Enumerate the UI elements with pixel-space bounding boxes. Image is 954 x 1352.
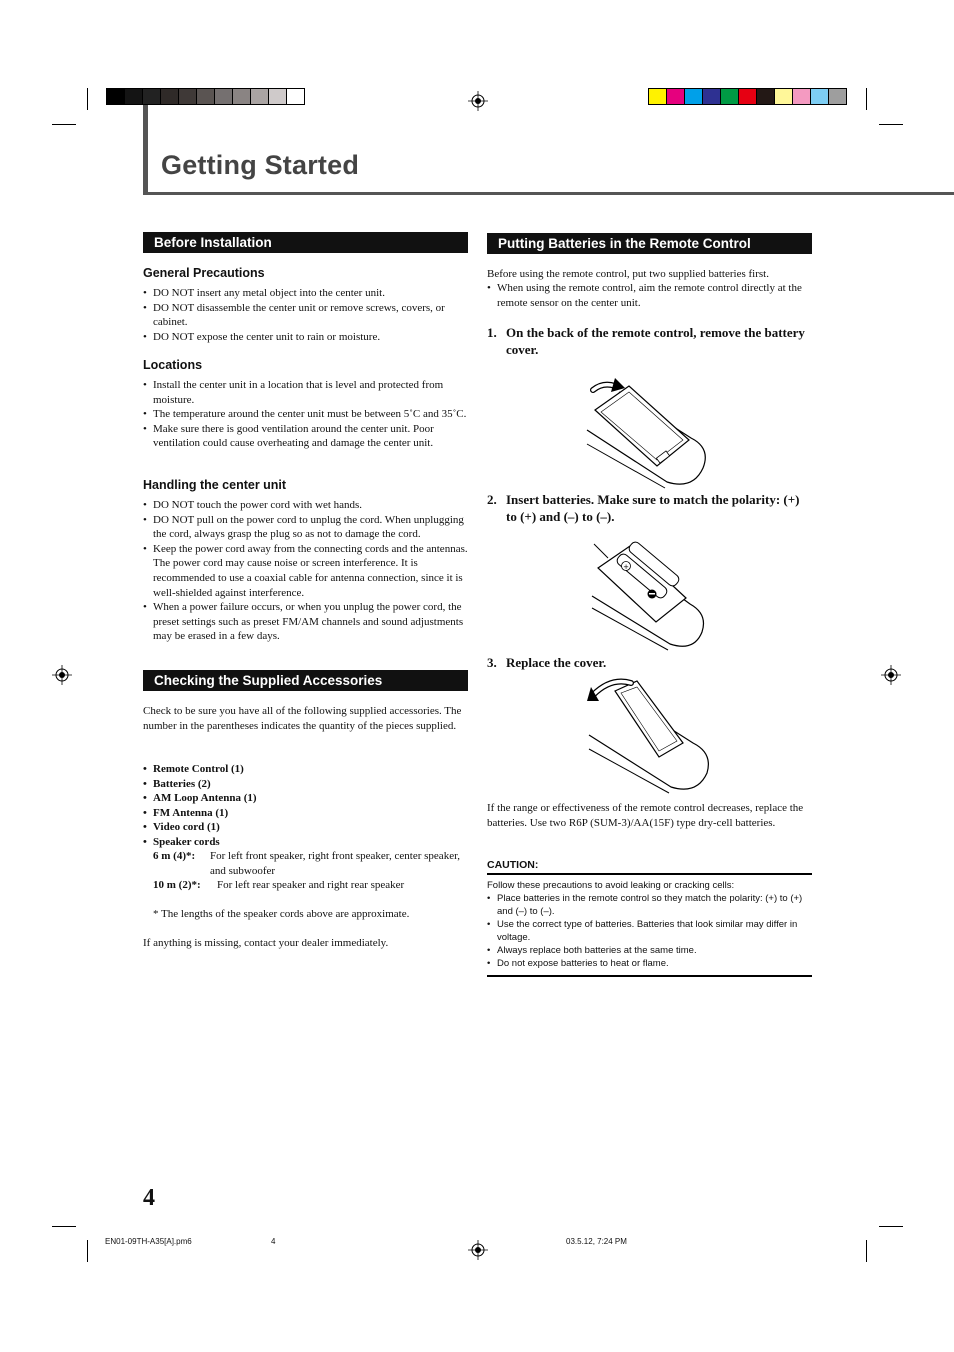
remote-remove-cover-illustration bbox=[585, 370, 710, 490]
missing-note: If anything is missing, contact your dealer immediately. bbox=[143, 937, 389, 949]
locations-heading: Locations bbox=[143, 358, 203, 372]
crop-mark bbox=[866, 1240, 867, 1262]
list-item: • DO NOT expose the center unit to rain or moisture. bbox=[143, 330, 468, 345]
locations-list bbox=[143, 378, 468, 451]
color-swatch bbox=[106, 88, 125, 105]
step-number: 3. bbox=[487, 655, 497, 670]
color-swatch bbox=[702, 88, 721, 105]
list-item: • When using the remote control, aim the remote control directly at the remote sensor on the center unit. bbox=[487, 281, 812, 310]
crop-mark bbox=[52, 1226, 76, 1227]
cord-10m-label: 10 m (2)*: bbox=[153, 879, 201, 891]
step-text: On the back of the remote control, remove the battery cover. bbox=[506, 325, 805, 357]
footnote: * The lengths of the speaker cords above are approximate. bbox=[153, 908, 410, 920]
color-swatch bbox=[178, 88, 197, 105]
crop-mark bbox=[87, 88, 88, 110]
color-swatch bbox=[666, 88, 685, 105]
title-rule bbox=[143, 192, 954, 195]
list-item: • Make sure there is good ventilation around the center unit. Poor ventilation could cause overheating and damage the center unit. bbox=[143, 422, 468, 451]
color-swatch bbox=[232, 88, 251, 105]
list-item: • AM Loop Antenna (1) bbox=[143, 791, 468, 806]
caution-box bbox=[487, 858, 812, 977]
list-item: • FM Antenna (1) bbox=[143, 806, 468, 821]
color-swatch bbox=[828, 88, 847, 105]
remote-insert-batteries-illustration bbox=[590, 536, 705, 651]
color-swatch bbox=[286, 88, 305, 105]
color-swatch bbox=[684, 88, 703, 105]
page-number: 4 bbox=[143, 1185, 155, 1211]
crop-mark bbox=[866, 88, 867, 110]
step-2 bbox=[487, 491, 812, 525]
step-text: Replace the cover. bbox=[506, 655, 607, 670]
title-bracket bbox=[143, 105, 148, 195]
step-3 bbox=[487, 654, 812, 671]
batteries-intro-list bbox=[487, 281, 812, 310]
list-item: • Video cord (1) bbox=[143, 820, 468, 835]
general-precautions-heading: General Precautions bbox=[143, 266, 265, 280]
registration-mark-icon bbox=[468, 1240, 488, 1260]
color-swatch bbox=[648, 88, 667, 105]
color-swatch bbox=[214, 88, 233, 105]
color-swatch bbox=[774, 88, 793, 105]
list-item: • Always replace both batteries at the same time. bbox=[487, 944, 812, 957]
color-swatch bbox=[196, 88, 215, 105]
caution-heading: CAUTION: bbox=[487, 859, 539, 871]
remote-replace-cover-illustration bbox=[587, 673, 715, 798]
color-swatch bbox=[124, 88, 143, 105]
color-swatch bbox=[810, 88, 829, 105]
svg-text:+: + bbox=[623, 563, 629, 571]
before-installation-heading: Before Installation bbox=[143, 232, 468, 253]
color-swatch bbox=[268, 88, 287, 105]
crop-mark bbox=[879, 124, 903, 125]
color-swatch bbox=[792, 88, 811, 105]
footer-page: 4 bbox=[271, 1237, 276, 1246]
list-item: • Remote Control (1) bbox=[143, 762, 468, 777]
color-swatch bbox=[756, 88, 775, 105]
caution-list bbox=[487, 892, 812, 970]
step-text: Insert batteries. Make sure to match the polarity: (+) to (+) and (–) to (–). bbox=[506, 492, 800, 524]
step-number: 2. bbox=[487, 492, 497, 507]
batteries-heading: Putting Batteries in the Remote Control bbox=[487, 233, 812, 254]
list-item: • Speaker cords bbox=[143, 835, 468, 850]
crop-mark bbox=[87, 1240, 88, 1262]
list-item: • Batteries (2) bbox=[143, 777, 468, 792]
list-item: • DO NOT insert any metal object into the center unit. bbox=[143, 286, 468, 301]
accessories-intro: Check to be sure you have all of the following supplied accessories. The number in the parentheses indicates the quantity of the pieces supplied. bbox=[143, 705, 462, 732]
list-item: • When a power failure occurs, or when you unplug the power cord, the preset settings such as preset FM/AM channels and sound adjustments may be erased in a few days. bbox=[143, 600, 468, 644]
color-swatch bbox=[738, 88, 757, 105]
step-1 bbox=[487, 324, 812, 358]
list-item: • The temperature around the center unit must be between 5˚C and 35˚C. bbox=[143, 407, 468, 422]
list-item: • DO NOT touch the power cord with wet hands. bbox=[143, 498, 468, 513]
crop-mark bbox=[52, 124, 76, 125]
handling-heading: Handling the center unit bbox=[143, 478, 287, 492]
caution-rule bbox=[487, 873, 812, 875]
registration-mark-icon bbox=[52, 665, 72, 685]
range-note: If the range or effectiveness of the remote control decreases, replace the batteries. Use two R6P (SUM-3)/AA(15F) type dry-cell batteries. bbox=[487, 802, 804, 829]
caution-intro: Follow these precautions to avoid leaking or cracking cells: bbox=[487, 880, 735, 891]
page-title: Getting Started bbox=[161, 150, 360, 180]
cord-10m-text: For left rear speaker and right rear speaker bbox=[217, 879, 405, 891]
footer-date: 03.5.12, 7:24 PM bbox=[566, 1237, 627, 1246]
color-swatch bbox=[250, 88, 269, 105]
list-item: • Use the correct type of batteries. Batteries that look similar may differ in voltage. bbox=[487, 918, 812, 944]
list-item: • Keep the power cord away from the connecting cords and the antennas. The power cord may cause noise or screen interference. It is recommended to use a coaxial cable for antenna connection, since it is well-shielded against interference. bbox=[143, 542, 468, 600]
general-precautions-list bbox=[143, 286, 468, 344]
handling-list bbox=[143, 498, 468, 644]
registration-mark-icon bbox=[468, 91, 488, 111]
batteries-intro: Before using the remote control, put two supplied batteries first. bbox=[487, 268, 769, 280]
cord-6m-text: For left front speaker, right front speaker, center speaker, and subwoofer bbox=[210, 850, 461, 877]
list-item: • Install the center unit in a location that is level and protected from moisture. bbox=[143, 378, 468, 407]
list-item: • Do not expose batteries to heat or flame. bbox=[487, 957, 812, 970]
accessories-heading: Checking the Supplied Accessories bbox=[143, 670, 468, 691]
caution-bottom-rule bbox=[487, 975, 812, 977]
registration-mark-icon bbox=[881, 665, 901, 685]
cord-6m-label: 6 m (4)*: bbox=[153, 850, 196, 862]
step-number: 1. bbox=[487, 325, 497, 340]
list-item: • DO NOT disassemble the center unit or remove screws, covers, or cabinet. bbox=[143, 301, 468, 330]
list-item: • DO NOT pull on the power cord to unplug the cord. When unplugging the cord, always grasp the plug so as not to damage the cord. bbox=[143, 513, 468, 542]
footer-filename: EN01-09TH-A35[A].pm6 bbox=[105, 1237, 192, 1246]
color-swatch bbox=[720, 88, 739, 105]
color-swatch bbox=[142, 88, 161, 105]
list-item: • Place batteries in the remote control so they match the polarity: (+) to (+) and (–) to (–). bbox=[487, 892, 812, 918]
crop-mark bbox=[879, 1226, 903, 1227]
color-swatch bbox=[160, 88, 179, 105]
accessories-list bbox=[143, 762, 468, 850]
